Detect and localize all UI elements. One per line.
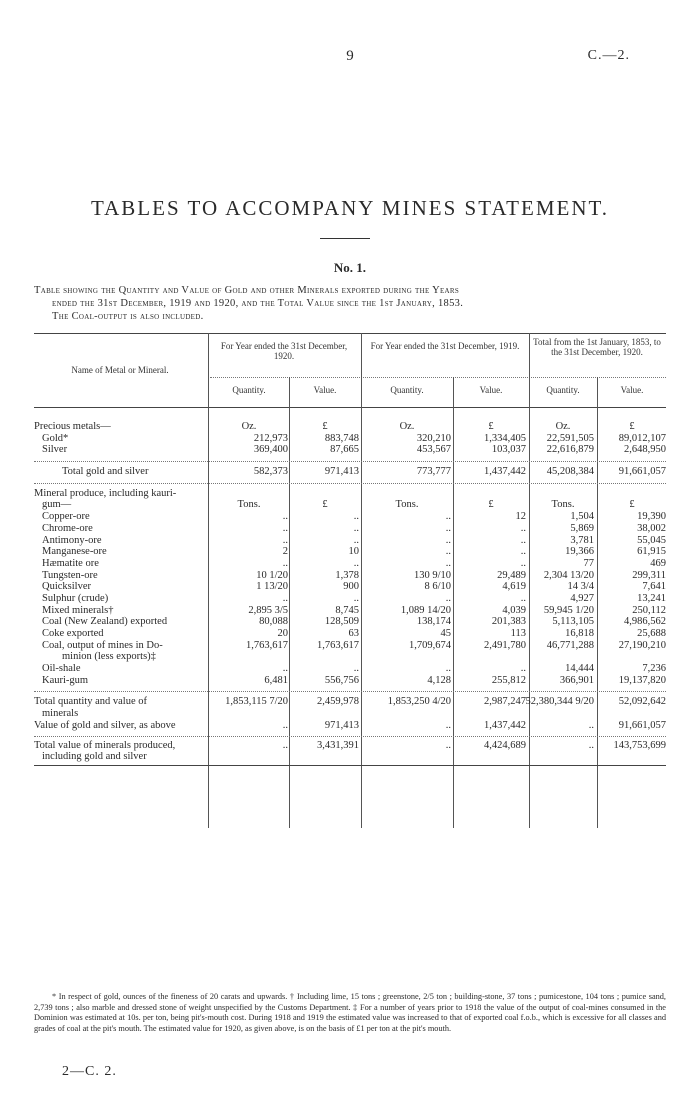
col-header-quantity-1920: Quantity. bbox=[232, 385, 266, 395]
row-value: 1,089 14/20 bbox=[400, 604, 451, 616]
row-value: 12 bbox=[515, 511, 526, 523]
row-value: 2 bbox=[282, 546, 288, 558]
row-value: 10 bbox=[348, 546, 359, 558]
row-value: 45 bbox=[440, 628, 451, 639]
row-value: .. bbox=[520, 522, 526, 534]
section-rule bbox=[34, 461, 666, 462]
page-title: TABLES TO ACCOMPANY MINES STATEMENT. bbox=[90, 196, 610, 220]
section-rule bbox=[34, 691, 666, 692]
row-value: 22,591,505 bbox=[546, 432, 594, 444]
row-value: 45,208,384 bbox=[546, 466, 594, 478]
row-value: 80,088 bbox=[259, 616, 288, 628]
row-value: 4,927 bbox=[570, 592, 594, 604]
row-value: .. bbox=[282, 557, 288, 569]
row-value: £ bbox=[488, 421, 494, 432]
row-value: 91,661,057 bbox=[618, 719, 666, 731]
row-value: 883,748 bbox=[324, 432, 359, 444]
row-value: 4,986,562 bbox=[624, 616, 666, 628]
row-value: 14 3/4 bbox=[567, 581, 594, 593]
row-value: 900 bbox=[343, 581, 359, 593]
row-value: .. bbox=[520, 592, 526, 604]
row-value: 27,190,210 bbox=[618, 639, 666, 651]
row-value: Oz. bbox=[241, 421, 257, 432]
row-label: Coke exported bbox=[42, 628, 104, 639]
row-gap bbox=[34, 686, 666, 696]
row-value: .. bbox=[520, 546, 526, 558]
row-value: 16,818 bbox=[565, 628, 594, 639]
row-value: 556,756 bbox=[324, 674, 359, 686]
table-caption bbox=[34, 284, 664, 323]
row-label: Mineral produce, including kauri- bbox=[34, 487, 177, 499]
row-label: Quicksilver bbox=[42, 581, 91, 593]
row-value: .. bbox=[445, 534, 451, 546]
row-value: 320,210 bbox=[416, 432, 451, 444]
row-value: Tons. bbox=[551, 499, 575, 511]
row-value: 25,688 bbox=[637, 628, 666, 639]
row-value: £ bbox=[629, 421, 635, 432]
row-value: Oz. bbox=[555, 421, 571, 432]
row-value: 91,661,057 bbox=[618, 466, 666, 478]
row-label: Total gold and silver bbox=[62, 466, 149, 478]
row-label: Sulphur (crude) bbox=[42, 592, 109, 604]
row-value: .. bbox=[353, 522, 359, 534]
row-value: 366,901 bbox=[559, 674, 594, 686]
row-value: 52,380,344 9/20 bbox=[525, 696, 594, 708]
row-label: minion (less exports)‡ bbox=[62, 651, 156, 663]
row-value: .. bbox=[588, 719, 594, 731]
row-gap bbox=[34, 732, 666, 740]
row-value: .. bbox=[282, 534, 288, 546]
table-row bbox=[34, 675, 666, 687]
col-header-value-1919: Value. bbox=[479, 385, 503, 395]
row-value: 128,509 bbox=[324, 616, 359, 628]
row-value: 453,567 bbox=[416, 444, 451, 456]
row-value: .. bbox=[353, 511, 359, 523]
table-row bbox=[34, 421, 666, 433]
footnotes bbox=[34, 992, 666, 1034]
row-value: 61,915 bbox=[637, 546, 666, 558]
row-value: .. bbox=[445, 719, 451, 731]
row-value: 1,853,250 4/20 bbox=[387, 696, 451, 708]
row-value: £ bbox=[322, 421, 328, 432]
col-header-quantity-total: Quantity. bbox=[546, 385, 580, 395]
row-value: 52,092,642 bbox=[618, 696, 666, 708]
row-value: .. bbox=[520, 663, 526, 675]
section-rule bbox=[34, 483, 666, 484]
row-value: 201,383 bbox=[491, 616, 526, 628]
table-row bbox=[34, 433, 666, 445]
row-value: 255,812 bbox=[491, 674, 526, 686]
row-value: 1,763,617 bbox=[246, 639, 288, 651]
row-value: 19,390 bbox=[637, 511, 666, 523]
row-value: .. bbox=[353, 534, 359, 546]
footer-code: 2—C. 2. bbox=[62, 1064, 117, 1079]
table-row bbox=[34, 523, 666, 535]
footnote-text: * In respect of gold, ounces of the fineness of 20 carats and upwards. † Including lime, 15 tons ; greenstone, 2/5 ton ; building-stone, 37 tons ; pumicestone, 104 tons ; pumice sand, 2,739 tons ; also marble and dressed stone of weight unspecified by the Customs Department. ‡ For a number of years prior to 1918 the value of the output of coal-mines consumed in the Dominion was estimated at 10s. per ton, being pit's-mouth cost. During 1918 and 1919 the estimated value was increased to that of exported coal f.o.b., which is excessive for all classes and grades of coal at the pit's mouth. The estimated value for 1920, as given above, is on the basis of £1 per ton at the pit's mouth. bbox=[34, 992, 666, 1033]
row-value: .. bbox=[445, 592, 451, 604]
table-row bbox=[34, 640, 666, 652]
col-header-quantity-1919: Quantity. bbox=[390, 385, 424, 395]
group-header-1919: For Year ended the 31st December, 1919. bbox=[370, 341, 520, 351]
table-row bbox=[34, 663, 666, 675]
row-label: Precious metals— bbox=[34, 421, 111, 432]
row-value: 8,745 bbox=[335, 604, 359, 616]
caption-line-3: The Coal-output is also included. bbox=[52, 311, 204, 322]
table-row bbox=[34, 570, 666, 582]
row-value: .. bbox=[445, 739, 451, 751]
row-value: 4,424,689 bbox=[484, 739, 526, 751]
row-value: 5,113,105 bbox=[552, 616, 594, 628]
row-label: Manganese-ore bbox=[42, 546, 107, 558]
row-label: Value of gold and silver, as above bbox=[34, 719, 176, 731]
row-value: 103,037 bbox=[491, 444, 526, 456]
row-value: 1,763,617 bbox=[317, 639, 359, 651]
section-rule bbox=[34, 736, 666, 737]
row-value: 4,128 bbox=[427, 674, 451, 686]
row-value: .. bbox=[282, 719, 288, 731]
row-label: Total value of minerals produced, bbox=[34, 739, 176, 751]
row-value: 87,665 bbox=[330, 444, 359, 456]
table-row bbox=[34, 558, 666, 570]
row-value: .. bbox=[353, 592, 359, 604]
row-value: 46,771,288 bbox=[546, 639, 594, 651]
row-label: Chrome-ore bbox=[42, 522, 93, 534]
table-row bbox=[34, 605, 666, 617]
row-value: 2,304 13/20 bbox=[543, 569, 594, 581]
row-value: Oz. bbox=[399, 421, 415, 432]
row-label: minerals bbox=[42, 708, 79, 720]
row-value: Tons. bbox=[237, 499, 261, 511]
row-value: .. bbox=[282, 663, 288, 675]
table-row bbox=[34, 444, 666, 456]
table-row bbox=[34, 696, 666, 708]
row-value: 6,481 bbox=[264, 674, 288, 686]
row-value: 1,378 bbox=[335, 569, 359, 581]
table-number: No. 1. bbox=[333, 260, 367, 275]
caption-line-2: ended the 31st December, 1919 and 1920, and the Total Value since the 1st January, 1853. bbox=[52, 298, 464, 309]
row-value: 22,616,879 bbox=[546, 444, 594, 456]
row-label: gum— bbox=[42, 499, 72, 511]
row-value: 14,444 bbox=[565, 663, 594, 675]
row-value: £ bbox=[629, 499, 635, 511]
row-value: 3,781 bbox=[570, 534, 594, 546]
row-value: 19,366 bbox=[565, 546, 594, 558]
col-header-value-total: Value. bbox=[620, 385, 644, 395]
row-value: 8 6/10 bbox=[424, 581, 451, 593]
row-value: .. bbox=[282, 522, 288, 534]
row-value: 1,504 bbox=[570, 511, 594, 523]
row-gap bbox=[34, 456, 666, 466]
table-row bbox=[34, 466, 666, 478]
row-label: Total quantity and value of bbox=[34, 696, 147, 708]
row-value: 143,753,699 bbox=[613, 739, 666, 751]
table-row bbox=[34, 616, 666, 628]
row-label: Tungsten-ore bbox=[42, 569, 98, 581]
row-value: 4,619 bbox=[502, 581, 526, 593]
row-value: 1,709,674 bbox=[409, 639, 451, 651]
row-value: 1,853,115 7/20 bbox=[225, 696, 288, 708]
row-value: Tons. bbox=[395, 499, 419, 511]
table-bottom-rule bbox=[34, 765, 666, 766]
row-value: 2,491,780 bbox=[484, 639, 526, 651]
row-value: 113 bbox=[510, 628, 526, 639]
row-value: 59,945 1/20 bbox=[543, 604, 594, 616]
group-header-1920: For Year ended the 31st December, 1920. bbox=[220, 341, 348, 361]
row-value: 2,648,950 bbox=[624, 444, 666, 456]
table-row bbox=[34, 511, 666, 523]
row-value: 212,973 bbox=[253, 432, 288, 444]
row-value: 29,489 bbox=[497, 569, 526, 581]
document-code: C.—2. bbox=[587, 48, 630, 63]
row-value: .. bbox=[520, 557, 526, 569]
row-value: 3,431,391 bbox=[317, 739, 359, 751]
table-row bbox=[34, 628, 666, 640]
table-row bbox=[34, 499, 666, 511]
row-label: Oil-shale bbox=[42, 663, 81, 675]
row-value: 89,012,107 bbox=[618, 432, 666, 444]
row-value: 369,400 bbox=[253, 444, 288, 456]
row-value: 130 9/10 bbox=[413, 569, 451, 581]
table-row bbox=[34, 546, 666, 558]
row-label: Coal (New Zealand) exported bbox=[42, 616, 168, 628]
title-rule bbox=[320, 238, 370, 239]
row-value: .. bbox=[282, 739, 288, 751]
row-value: .. bbox=[520, 534, 526, 546]
table-row bbox=[34, 535, 666, 547]
table-top-rule bbox=[34, 333, 666, 334]
page-number: 9 bbox=[346, 48, 354, 64]
row-value: 13,241 bbox=[637, 592, 666, 604]
row-value: 582,373 bbox=[253, 466, 288, 478]
row-value: 1,437,442 bbox=[484, 466, 526, 478]
row-label: including gold and silver bbox=[42, 751, 147, 763]
row-value: 299,311 bbox=[632, 569, 666, 581]
row-value: .. bbox=[588, 739, 594, 751]
row-value: 63 bbox=[348, 628, 359, 639]
row-value: .. bbox=[445, 511, 451, 523]
name-column-header: Name of Metal or Mineral. bbox=[71, 365, 169, 375]
row-value: 1,437,442 bbox=[484, 719, 526, 731]
group-header-total: Total from the 1st January, 1853, to the 31st December, 1920. bbox=[533, 337, 661, 357]
row-label: Silver bbox=[42, 444, 68, 456]
caption-line-1: Table showing the Quantity and Value of Gold and other Minerals exported during the Years bbox=[34, 285, 460, 296]
table-row bbox=[34, 740, 666, 752]
table-row bbox=[34, 720, 666, 732]
row-label: Antimony-ore bbox=[42, 534, 102, 546]
row-value: .. bbox=[445, 663, 451, 675]
row-value: .. bbox=[445, 546, 451, 558]
row-value: .. bbox=[353, 557, 359, 569]
col-header-value-1920: Value. bbox=[313, 385, 337, 395]
row-value: 773,777 bbox=[416, 466, 451, 478]
row-value: 4,039 bbox=[502, 604, 526, 616]
row-label: Coal, output of mines in Do- bbox=[42, 639, 163, 651]
row-value: 55,045 bbox=[637, 534, 666, 546]
row-label: Mixed minerals† bbox=[42, 604, 114, 616]
row-value: 2,895 3/5 bbox=[248, 604, 288, 616]
row-value: .. bbox=[353, 663, 359, 675]
row-label: Kauri-gum bbox=[42, 674, 89, 686]
table-row bbox=[34, 751, 666, 763]
row-value: 971,413 bbox=[324, 466, 359, 478]
row-value: 1 13/20 bbox=[256, 581, 288, 593]
row-value: 77 bbox=[583, 557, 594, 569]
header-bottom-rule bbox=[34, 407, 666, 408]
table-row bbox=[34, 708, 666, 720]
row-value: .. bbox=[445, 557, 451, 569]
table-body bbox=[34, 421, 666, 766]
row-value: .. bbox=[445, 522, 451, 534]
row-value: 971,413 bbox=[324, 719, 359, 731]
table-row bbox=[34, 488, 666, 500]
row-label: Gold* bbox=[42, 432, 69, 444]
row-value: 7,236 bbox=[642, 663, 666, 675]
row-value: 10 1/20 bbox=[256, 569, 288, 581]
row-value: 250,112 bbox=[632, 604, 666, 616]
row-value: 19,137,820 bbox=[618, 674, 666, 686]
row-gap bbox=[34, 478, 666, 488]
row-value: 38,002 bbox=[637, 522, 666, 534]
row-value: 138,174 bbox=[416, 616, 451, 628]
row-value: 1,334,405 bbox=[484, 432, 526, 444]
table-row bbox=[34, 651, 666, 663]
row-value: £ bbox=[322, 499, 328, 511]
row-value: 7,641 bbox=[642, 581, 666, 593]
row-value: .. bbox=[282, 592, 288, 604]
table-row bbox=[34, 593, 666, 605]
row-value: 2,459,978 bbox=[317, 696, 359, 708]
row-label: Copper-ore bbox=[42, 511, 90, 523]
row-value: 20 bbox=[277, 628, 288, 639]
row-value: £ bbox=[488, 499, 494, 511]
row-value: 5,869 bbox=[570, 522, 594, 534]
row-value: 2,987,247 bbox=[484, 696, 526, 708]
row-value: 469 bbox=[650, 557, 666, 569]
row-value: .. bbox=[282, 511, 288, 523]
row-label: Hæmatite ore bbox=[42, 557, 99, 569]
table-row bbox=[34, 581, 666, 593]
